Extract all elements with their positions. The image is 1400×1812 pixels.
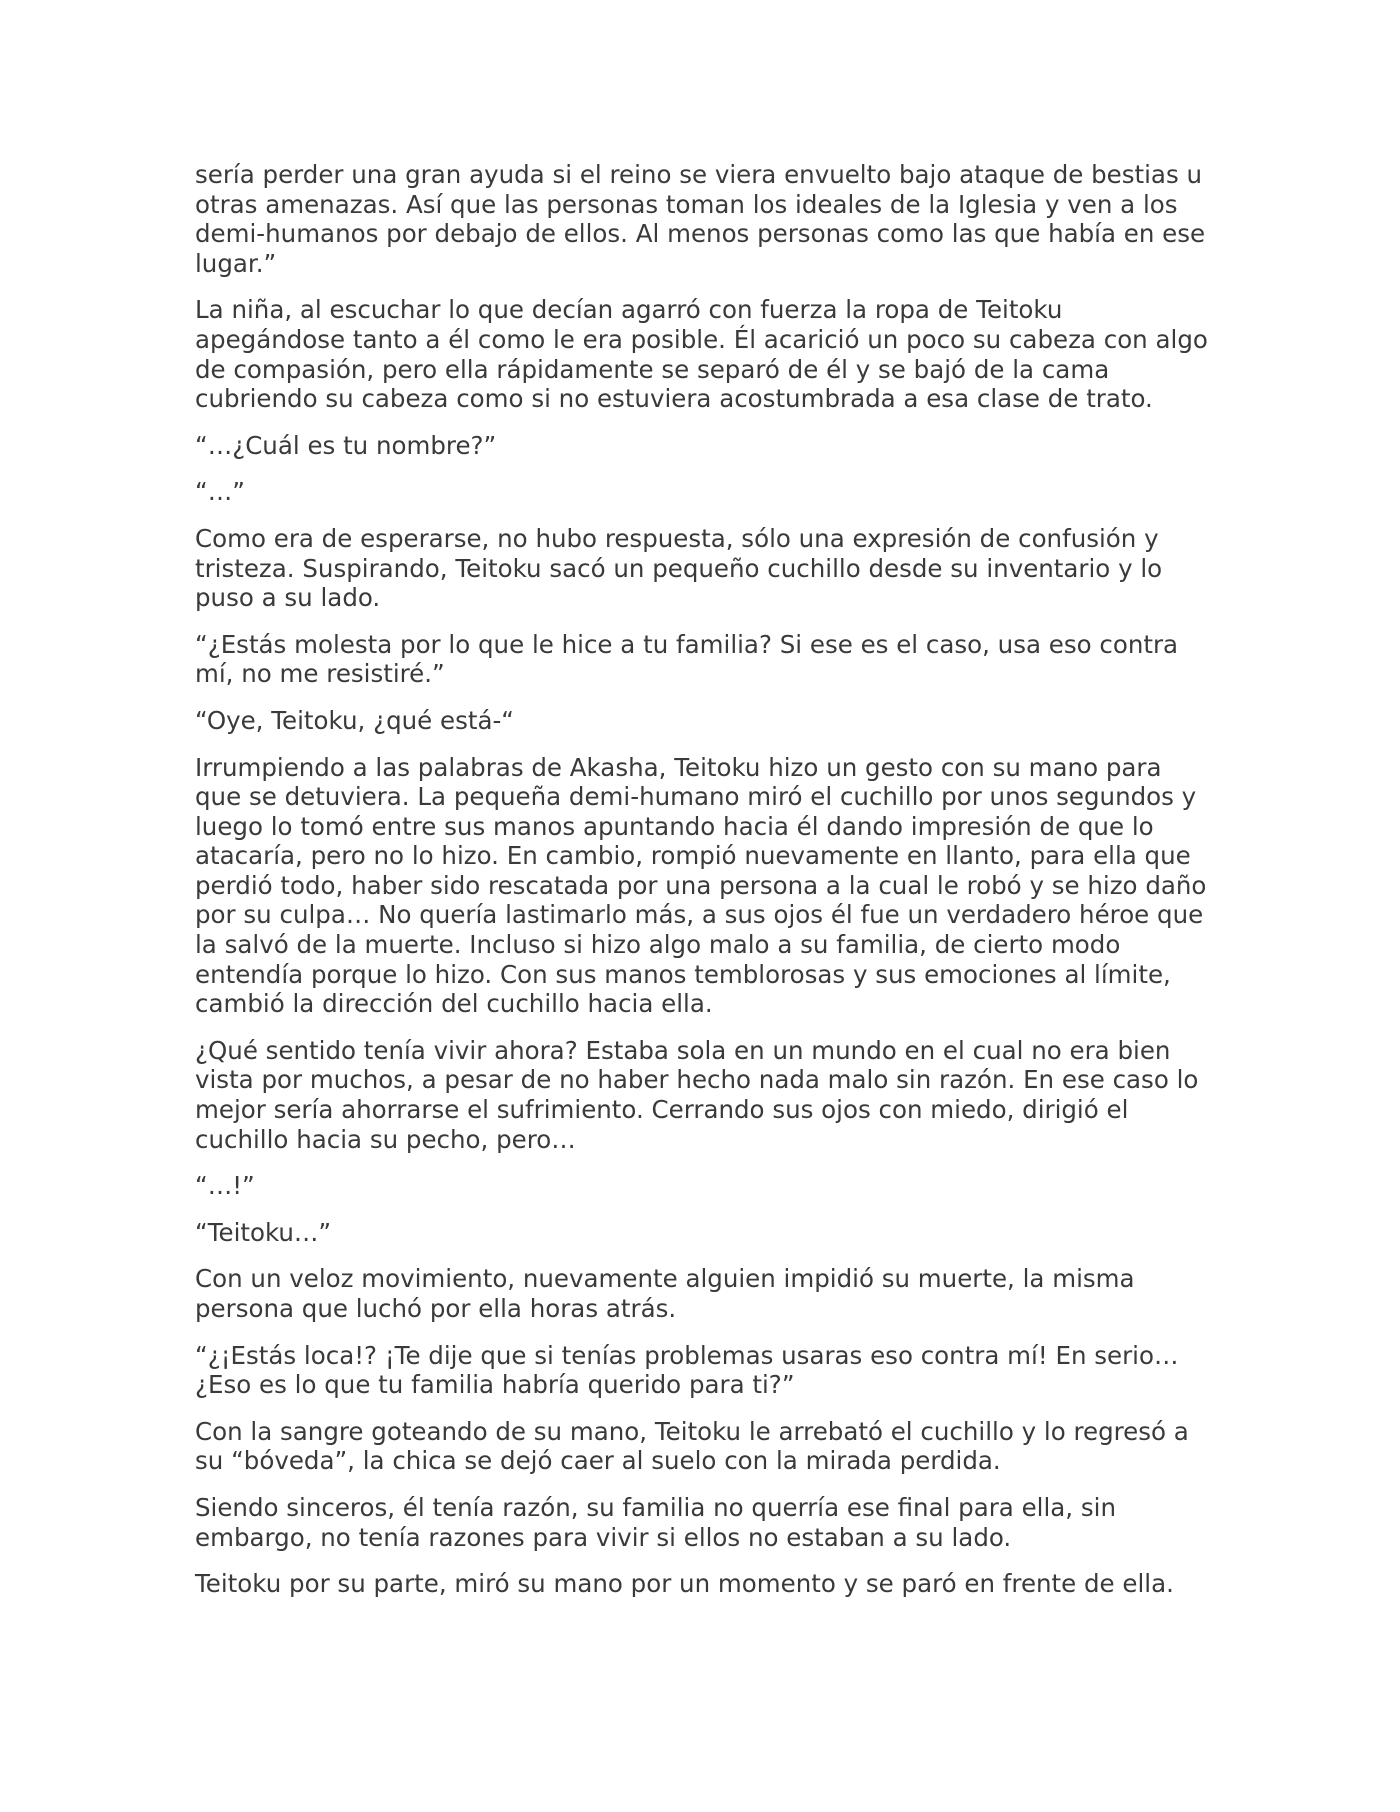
paragraph-8: Irrumpiendo a las palabras de Akasha, Teitoku hizo un gesto con su mano para que se detuviera. La pequeña demi-humano miró el cuchillo por unos segundos y luego lo tomó entre sus manos apuntando hacia él dando impresión de que lo atacaría, pero no lo hizo. En cambio, rompió nuevamente en llanto, para ella que perdió todo, haber sido rescatada por una persona a la cual le robó y se hizo daño por su culpa… No quería lastimarlo más, a sus ojos él fue un verdadero héroe que la salvó de la muerte. Incluso si hizo algo malo a su familia, de cierto modo entendía porque lo hizo. Con sus manos temblorosas y sus emociones al límite, cambió la dirección del cuchillo hacia ella. bbox=[195, 752, 1207, 1019]
paragraph-13: “¿¡Estás loca!? ¡Te dije que si tenías problemas usaras eso contra mí! En serio… ¿Eso es lo que tu familia habría querido para ti?” bbox=[195, 1340, 1179, 1400]
paragraph-4: “…” bbox=[195, 477, 245, 507]
paragraph-14: Con la sangre goteando de su mano, Teitoku le arrebató el cuchillo y lo regresó a su “bóveda”, la chica se dejó caer al suelo con la mirada perdida. bbox=[195, 1416, 1189, 1476]
paragraph-10: “…!” bbox=[195, 1171, 255, 1201]
paragraph-9: ¿Qué sentido tenía vivir ahora? Estaba sola en un mundo en el cual no era bien vista por muchos, a pesar de no haber hecho nada malo sin razón. En ese caso lo mejor sería ahorrarse el sufrimiento. Cerrando sus ojos con miedo, dirigió el cuchillo hacia su pecho, pero… bbox=[195, 1035, 1199, 1154]
paragraph-12: Con un veloz movimiento, nuevamente alguien impidió su muerte, la misma persona que luchó por ella horas atrás. bbox=[195, 1264, 1135, 1323]
paragraph-15: Siendo sinceros, él tenía razón, su familia no querría ese final para ella, sin embargo, no tenía razones para vivir si ellos no estaban a su lado. bbox=[195, 1492, 1116, 1552]
paragraph-7: “Oye, Teitoku, ¿qué está-“ bbox=[195, 705, 515, 735]
paragraph-11: “Teitoku…” bbox=[195, 1217, 332, 1247]
paragraph-2: La niña, al escuchar lo que decían agarró con fuerza la ropa de Teitoku apegándose tanto a él como le era posible. Él acarició un poco su cabeza con algo de compasión, pero ella rápidamente se separó de él y se bajó de la cama cubriendo su cabeza como si no estuviera acostumbrada a esa clase de trato. bbox=[195, 295, 1208, 414]
paragraph-16: Teitoku por su parte, miró su mano por un momento y se paró en frente de ella. bbox=[195, 1569, 1174, 1599]
paragraph-3: “…¿Cuál es tu nombre?” bbox=[195, 430, 497, 460]
document-page bbox=[195, 160, 1215, 1616]
paragraph-1: sería perder una gran ayuda si el reino se viera envuelto bajo ataque de bestias u otras amenazas. Así que las personas toman los ideales de la Iglesia y ven a los demi-humanos por debajo de ellos. Al menos personas como las que había en ese lugar.” bbox=[195, 160, 1206, 278]
paragraph-6: “¿Estás molesta por lo que le hice a tu familia? Si ese es el caso, usa eso contra mí, no me resistiré.” bbox=[195, 629, 1179, 689]
paragraph-5: Como era de esperarse, no hubo respuesta, sólo una expresión de confusión y tristeza. Suspirando, Teitoku sacó un pequeño cuchillo desde su inventario y lo puso a su lado. bbox=[195, 523, 1163, 613]
